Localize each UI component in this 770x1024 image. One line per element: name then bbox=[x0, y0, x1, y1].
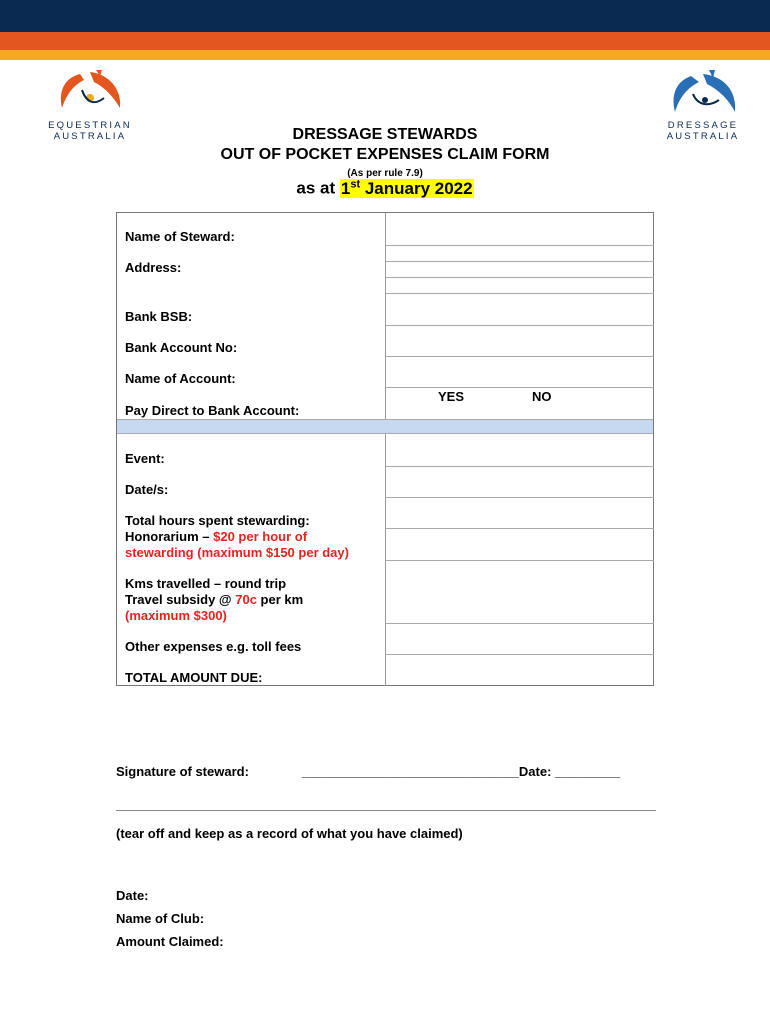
label-dates: Date/s: bbox=[125, 482, 169, 497]
rule-note: (As per rule 7.9) bbox=[347, 168, 423, 179]
row-line bbox=[385, 466, 654, 467]
row-line bbox=[385, 293, 654, 294]
option-yes[interactable]: YES bbox=[438, 389, 465, 404]
label-travel-subsidy bbox=[125, 592, 303, 608]
label-total-due: TOTAL AMOUNT DUE: bbox=[125, 670, 263, 685]
expenses-form-table bbox=[116, 212, 654, 686]
row-line bbox=[385, 497, 654, 498]
label-other-expenses: Other expenses e.g. toll fees bbox=[125, 639, 302, 654]
label-bank-account-no: Bank Account No: bbox=[125, 340, 238, 355]
as-at-rest: January 2022 bbox=[360, 178, 473, 198]
record-amount-label: Amount Claimed: bbox=[116, 934, 224, 949]
row-line bbox=[385, 277, 654, 278]
as-at-date bbox=[0, 178, 770, 199]
travel-max: (maximum $300) bbox=[125, 608, 227, 623]
honorarium-rate: $20 per hour of bbox=[213, 529, 308, 544]
option-no[interactable]: NO bbox=[532, 389, 552, 404]
dressage-horse-icon bbox=[663, 68, 743, 120]
as-at-highlight bbox=[340, 179, 474, 198]
as-at-prefix: as at bbox=[296, 178, 340, 198]
row-line bbox=[385, 528, 654, 529]
table-divider-top bbox=[385, 213, 386, 419]
row-line bbox=[385, 325, 654, 326]
travel-rate: 70c bbox=[235, 592, 257, 607]
honorarium-max: stewarding (maximum $150 per day) bbox=[125, 545, 349, 560]
row-line bbox=[385, 623, 654, 624]
left-logo-line1: EQUESTRIAN bbox=[48, 120, 132, 131]
row-line bbox=[385, 387, 654, 388]
honorarium-prefix: Honorarium – bbox=[125, 529, 214, 544]
tear-off-line bbox=[116, 810, 656, 811]
row-line bbox=[385, 261, 654, 262]
row-line bbox=[385, 356, 654, 357]
row-line bbox=[385, 654, 654, 655]
form-title-line1: DRESSAGE STEWARDS bbox=[292, 126, 478, 143]
left-logo-line2: AUSTRALIA bbox=[53, 131, 127, 142]
travel-suffix: per km bbox=[256, 592, 304, 607]
label-name-of-steward: Name of Steward: bbox=[125, 229, 235, 244]
label-address: Address: bbox=[125, 260, 182, 275]
header-band-navy bbox=[0, 0, 770, 32]
travel-prefix: Travel subsidy @ bbox=[125, 592, 236, 607]
label-pay-direct: Pay Direct to Bank Account: bbox=[125, 403, 300, 418]
label-name-of-account: Name of Account: bbox=[125, 371, 236, 386]
separator-row bbox=[117, 419, 653, 434]
label-honorarium bbox=[125, 529, 307, 545]
right-logo-line2: AUSTRALIA bbox=[666, 131, 740, 142]
tear-off-note: (tear off and keep as a record of what you have claimed) bbox=[116, 826, 463, 841]
header-band-orange bbox=[0, 32, 770, 50]
label-kms: Kms travelled – round trip bbox=[125, 576, 287, 591]
record-date-label: Date: bbox=[116, 888, 149, 903]
signature-date-line[interactable]: ______________________________Date: _________ bbox=[302, 764, 621, 779]
form-title-line2: OUT OF POCKET EXPENSES CLAIM FORM bbox=[220, 146, 550, 163]
as-at-sup: st bbox=[350, 178, 361, 190]
record-club-label: Name of Club: bbox=[116, 911, 205, 926]
row-line bbox=[385, 560, 654, 561]
label-bank-bsb: Bank BSB: bbox=[125, 309, 193, 324]
row-line bbox=[385, 245, 654, 246]
as-at-day: 1 bbox=[340, 178, 351, 198]
equestrian-horse-icon bbox=[50, 68, 130, 120]
right-logo-line1: DRESSAGE bbox=[667, 120, 739, 131]
header-band-yellow bbox=[0, 50, 770, 60]
signature-label: Signature of steward: bbox=[116, 764, 249, 779]
label-event: Event: bbox=[125, 451, 165, 466]
label-total-hours: Total hours spent stewarding: bbox=[125, 513, 310, 528]
